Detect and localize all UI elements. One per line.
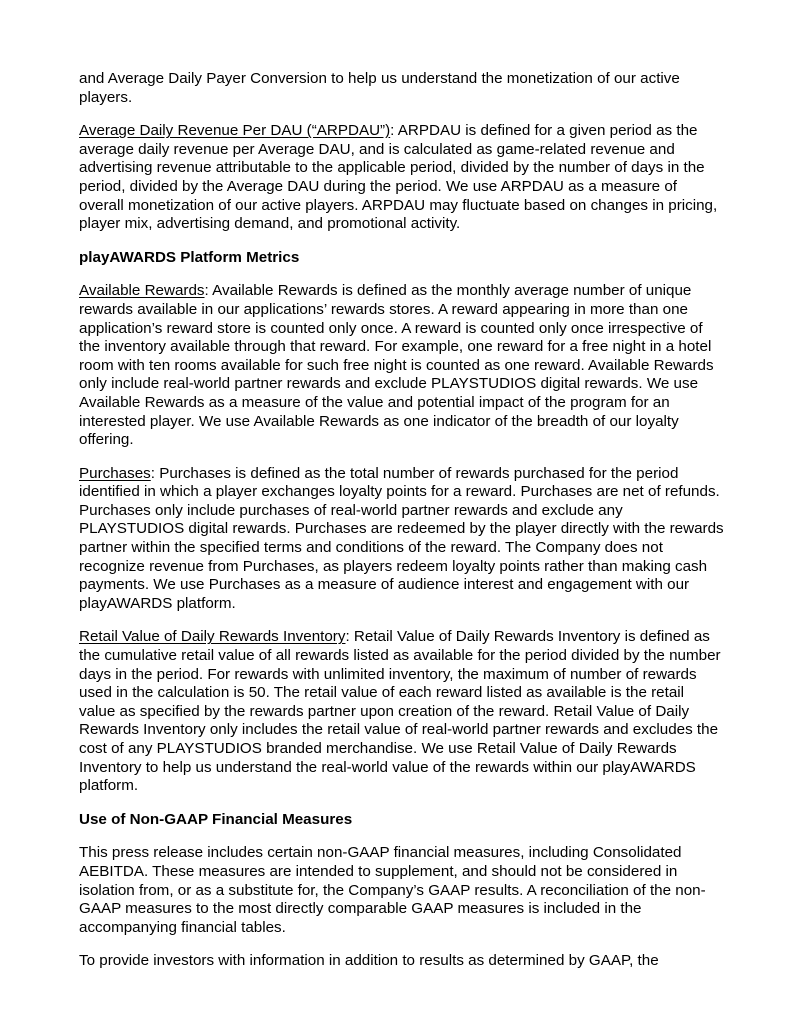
platform-metrics-heading: playAWARDS Platform Metrics	[79, 248, 300, 266]
purchases-text: : Purchases is defined as the total number of rewards purchased for the period identified in which a player exchanges loyalty points for a reward. Purchases are net of refunds. Purchases only include purchases of real-world partner rewards and exclude any PLAYSTUDIOS digital rewards. Purchases are redeemed by the player directly with the rewards partner within the specified terms and conditions of the reward. The Company does not recognize revenue from Purchases, as players redeem loyalty points rather than making cash payments. We use Purchases as a measure of audience interest and engagement with our playAWARDS platform.	[79, 464, 724, 612]
available-rewards-definition	[79, 282, 724, 449]
available-rewards-text: : Available Rewards is defined as the monthly average number of unique rewards available in our applications’ rewards stores. A reward appearing in more than one application’s reward store is counted only once. A reward is counted only once irrespective of the inventory available through that reward. For example, one reward for a free night in a hotel room with ten rooms available for such free night is counted as one reward. Available Rewards only include real-world partner rewards and exclude PLAYSTUDIOS digital rewards. We use Available Rewards as a measure of the value and potential impact of the program for an interested player. We use Available Rewards as one indicator of the breadth of our loyalty offering.	[79, 282, 714, 449]
non-gaap-paragraph-1: This press release includes certain non-GAAP financial measures, including Consolidated AEBITDA. These measures are intended to supplement, and should not be considered in isolation from, or as a substitute for, the Company’s GAAP results. A reconciliation of the non-GAAP measures to the most directly comparable GAAP measures is included in the accompanying financial tables.	[79, 844, 706, 936]
non-gaap-paragraph-2: To provide investors with information in addition to results as determined by GAAP, the	[79, 952, 659, 970]
arpdau-term: Average Daily Revenue Per DAU (“ARPDAU”)	[79, 122, 391, 140]
arpdau-definition	[79, 122, 724, 234]
document-page	[79, 70, 724, 986]
purchases-definition	[79, 465, 724, 614]
intro-text: and Average Daily Payer Conversion to help us understand the monetization of our active players.	[79, 70, 680, 106]
arpdau-text: : ARPDAU is defined for a given period as the average daily revenue per Average DAU, and is calculated as game-related revenue and advertising revenue attributable to the applicable period, divided by the number of days in the period, divided by the Average DAU during the period. We use ARPDAU as a measure of overall monetization of our active players. ARPDAU may fluctuate based on changes in pricing, player mix, advertising demand, and promotional activity.	[79, 122, 718, 233]
retail-value-definition	[79, 628, 724, 795]
intro-paragraph	[79, 70, 724, 107]
available-rewards-term: Available Rewards	[79, 282, 205, 300]
retail-value-text: : Retail Value of Daily Rewards Inventory is defined as the cumulative retail value of all rewards listed as available for the period divided by the number days in the period. For rewards with unlimited inventory, the maximum of number of rewards used in the calculation is 50. The retail value of each reward listed as available is the retail value as specified by the rewards partner upon creation of the reward. Retail Value of Daily Rewards Inventory only includes the retail value of real-world partner rewards and excludes the cost of any PLAYSTUDIOS branded merchandise. We use Retail Value of Daily Rewards Inventory to help us understand the real-world value of the rewards within our playAWARDS platform.	[79, 628, 721, 795]
retail-value-term: Retail Value of Daily Rewards Inventory	[79, 628, 346, 646]
purchases-term: Purchases	[79, 464, 151, 482]
non-gaap-heading: Use of Non-GAAP Financial Measures	[79, 810, 353, 828]
